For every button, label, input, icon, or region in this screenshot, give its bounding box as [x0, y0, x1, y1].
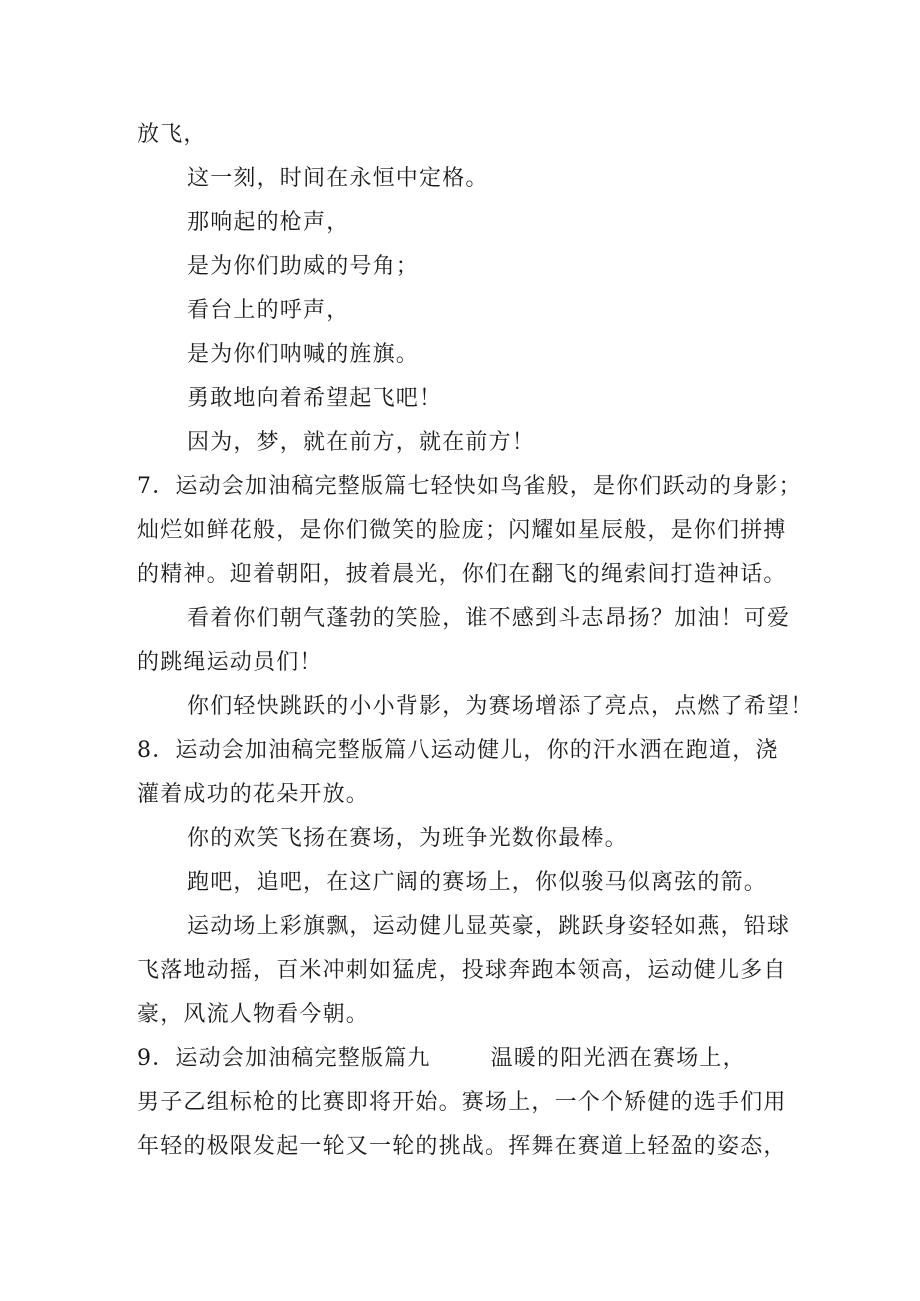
text-line: 的跳绳运动员们！: [137, 650, 323, 675]
text-line: 灌着成功的花朵开放。: [137, 782, 370, 807]
text-line: 看台上的呼声，: [187, 298, 350, 323]
text-line: 那响起的枪声，: [187, 210, 350, 235]
text-line: 运动场上彩旗飘，运动健儿显英豪，跳跃身姿轻如燕，铅球: [187, 914, 791, 939]
text-line: 是为你们助威的号角；: [187, 254, 420, 279]
text-line: 勇敢地向着希望起飞吧！: [187, 386, 443, 411]
text-line: 灿烂如鲜花般，是你们微笑的脸庞；闪耀如星辰般，是你们拼搏: [137, 518, 787, 543]
section-heading-8: 8．运动会加油稿完整版篇八运动健儿，你的汗水洒在跑道，浇: [137, 738, 779, 763]
text-line: 看着你们朝气蓬勃的笑脸，谁不感到斗志昂扬？加油！可爱: [187, 606, 791, 631]
text-line: 因为，梦，就在前方，就在前方！: [187, 430, 536, 455]
text-line: 年轻的极限发起一轮又一轮的挑战。挥舞在赛道上轻盈的姿态，: [137, 1134, 787, 1159]
section-heading-7: 7．运动会加油稿完整版篇七轻快如鸟雀般，是你们跃动的身影；: [137, 474, 802, 499]
text-line: 这一刻，时间在永恒中定格。: [187, 166, 489, 191]
section-heading-9-title: 9．运动会加油稿完整版篇九: [137, 1046, 431, 1071]
text-line: 放飞，: [137, 122, 207, 147]
text-line: 豪，风流人物看今朝。: [137, 1002, 370, 1027]
text-line: 跑吧，追吧，在这广阔的赛场上，你似骏马似离弦的箭。: [187, 870, 768, 895]
text-line: 你的欢笑飞扬在赛场，为班争光数你最棒。: [187, 826, 628, 851]
text-line: 男子乙组标枪的比赛即将开始。赛场上，一个个矫健的选手们用: [137, 1090, 787, 1115]
text-line: 的精神。迎着朝阳，披着晨光，你们在翻飞的绳索间打造神话。: [137, 562, 787, 587]
section-heading-9: [137, 1045, 746, 1073]
text-line: 你们轻快跳跃的小小背影，为赛场增添了亮点，点燃了希望！: [187, 694, 814, 719]
section-heading-9-text: 温暖的阳光洒在赛场上，: [490, 1046, 746, 1071]
text-line: 是为你们呐喊的旌旗。: [187, 342, 420, 367]
text-line: 飞落地动摇，百米冲刺如猛虎，投球奔跑本领高，运动健儿多自: [137, 958, 787, 983]
